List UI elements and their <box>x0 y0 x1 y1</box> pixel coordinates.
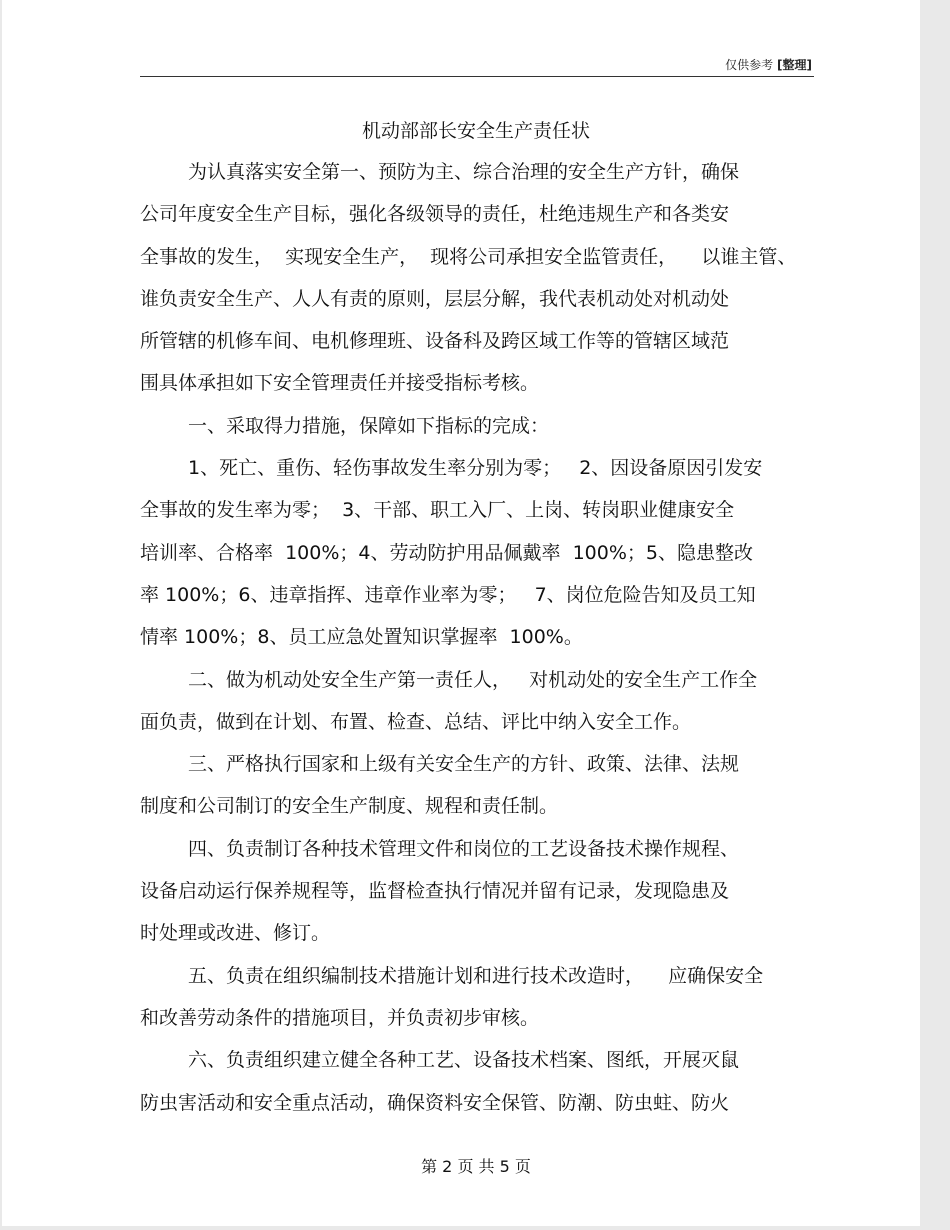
header-bracket: [整理] <box>777 58 812 72</box>
header-rule <box>140 76 814 77</box>
text-line: 一、采取得力措施，保障如下指标的完成： <box>188 414 550 437</box>
text-line: 六、负责组织建立健全各种工艺、设备技术档案、图纸，开展灭鼠 <box>188 1049 740 1072</box>
text-line: 所管辖的机修车间、电机修理班、设备科及跨区域工作等的管辖区域范 <box>140 330 730 353</box>
text-line: 情率 100%；8、员工应急处置知识掌握率 100%。 <box>140 626 583 649</box>
text-line: 培训率、合格率 100%；4、劳动防护用品佩戴率 100%；5、隐患整改 <box>140 541 753 564</box>
text-line: 制度和公司制订的安全生产制度、规程和责任制。 <box>140 795 559 818</box>
text-line: 三、严格执行国家和上级有关安全生产的方针、政策、法律、法规 <box>188 753 740 776</box>
text-line: 谁负责安全生产、人人有责的原则，层层分解，我代表机动处对机动处 <box>140 287 730 310</box>
document-page <box>2 0 920 1226</box>
text-line: 面负责，做到在计划、布置、检查、总结、评比中纳入安全工作。 <box>140 710 692 733</box>
text-line: 二、做为机动处安全生产第一责任人， 对机动处的安全生产工作全 <box>188 668 758 691</box>
text-line: 为认真落实安全第一、预防为主、综合治理的安全生产方针，确保 <box>188 161 740 183</box>
page-footer: 第 2 页 共 5 页 <box>421 1157 531 1176</box>
text-line: 公司年度安全生产目标，强化各级领导的责任，杜绝违规生产和各类安 <box>140 203 730 226</box>
document-body <box>140 157 830 1130</box>
text-line: 四、负责制订各种技术管理文件和岗位的工艺设备技术操作规程、 <box>188 837 740 860</box>
text-line: 和改善劳动条件的措施项目，并负责初步审核。 <box>140 1006 540 1029</box>
text-line: 防虫害活动和安全重点活动，确保资料安全保管、防潮、防虫蛀、防火 <box>140 1091 730 1114</box>
text-line: 全事故的发生， 实现安全生产， 现将公司承担安全监管责任， 以谁主管、 <box>140 245 797 268</box>
header-note: 仅供参考 <box>725 58 774 72</box>
document-title: 机动部部长安全生产责任状 <box>361 120 590 142</box>
text-line: 围具体承担如下安全管理责任并接受指标考核。 <box>140 372 540 395</box>
text-line: 时处理或改进、修订。 <box>140 922 331 945</box>
text-line: 率 100%；6、违章指挥、违章作业率为零； 7、岗位危险告知及员工知 <box>140 583 756 606</box>
text-line: 设备启动运行保养规程等，监督检查执行情况并留有记录，发现隐患及 <box>140 880 730 903</box>
page-header <box>140 56 812 73</box>
text-line: 全事故的发生率为零； 3、干部、职工入厂、上岗、转岗职业健康安全 <box>140 499 735 522</box>
text-line: 1、死亡、重伤、轻伤事故发生率分别为零； 2、因设备原因引发安 <box>188 457 763 480</box>
text-line: 五、负责在组织编制技术措施计划和进行技术改造时， 应确保安全 <box>188 964 764 987</box>
